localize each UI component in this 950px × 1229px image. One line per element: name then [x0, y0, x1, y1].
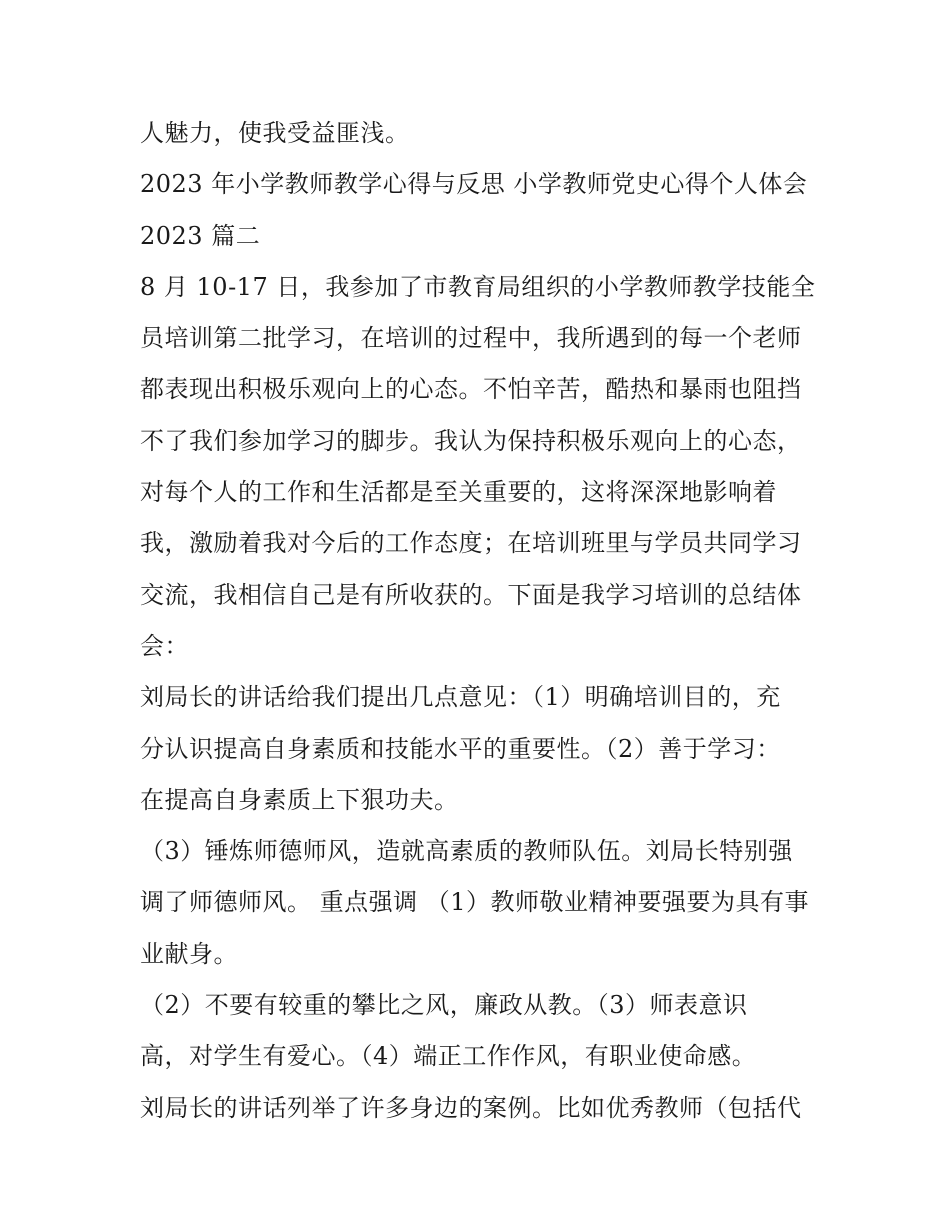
- body-text: [140, 108, 820, 1134]
- text-line: 分认识提高自身素质和技能水平的重要性。（2）善于学习：: [140, 734, 781, 763]
- text-line: 会：: [140, 631, 189, 660]
- text-line: 我，激励着我对今后的工作态度；在培训班里与学员共同学习: [140, 529, 802, 558]
- text-line: 都表现出积极乐观向上的心态。不怕辛苦，酷热和暴雨也阻挡: [140, 375, 802, 404]
- text-line: 刘局长的讲话给我们提出几点意见：（1）明确培训目的，充: [140, 683, 781, 712]
- text-line: 在提高自身素质上下狠功夫。: [140, 785, 459, 814]
- text-line: 不了我们参加学习的脚步。我认为保持积极乐观向上的心态，: [140, 426, 802, 455]
- text-line: 8 月 10-17 日，我参加了市教育局组织的小学教师教学技能全: [140, 272, 816, 301]
- text-line: （2）不要有较重的攀比之风，廉政从教。（3）师表意识: [140, 991, 748, 1020]
- text-line: 人魅力，使我受益匪浅。: [140, 119, 410, 147]
- text-line: 刘局长的讲话列举了许多身边的案例。比如优秀教师（包括代: [140, 1093, 802, 1122]
- text-line: 高，对学生有爱心。（4）端正工作作风，有职业使命感。: [140, 1042, 757, 1071]
- text-line: 对每个人的工作和生活都是至关重要的，这将深深地影响着: [140, 478, 777, 507]
- text-line: 业献身。: [140, 939, 238, 968]
- text-line: （3）锤炼师德师风，造就高素质的教师队伍。刘局长特别强: [140, 837, 793, 866]
- text-line: 员培训第二批学习，在培训的过程中，我所遇到的每一个老师: [140, 324, 802, 353]
- text-line: 调了师德师风。 重点强调 （1）教师敬业精神要强要为具有事: [140, 888, 810, 917]
- article-title-line: 2023 篇二: [140, 221, 261, 250]
- article-title-line: 2023 年小学教师教学心得与反思 小学教师党史心得个人体会: [140, 170, 808, 199]
- text-line: 交流，我相信自己是有所收获的。下面是我学习培训的总结体: [140, 580, 802, 609]
